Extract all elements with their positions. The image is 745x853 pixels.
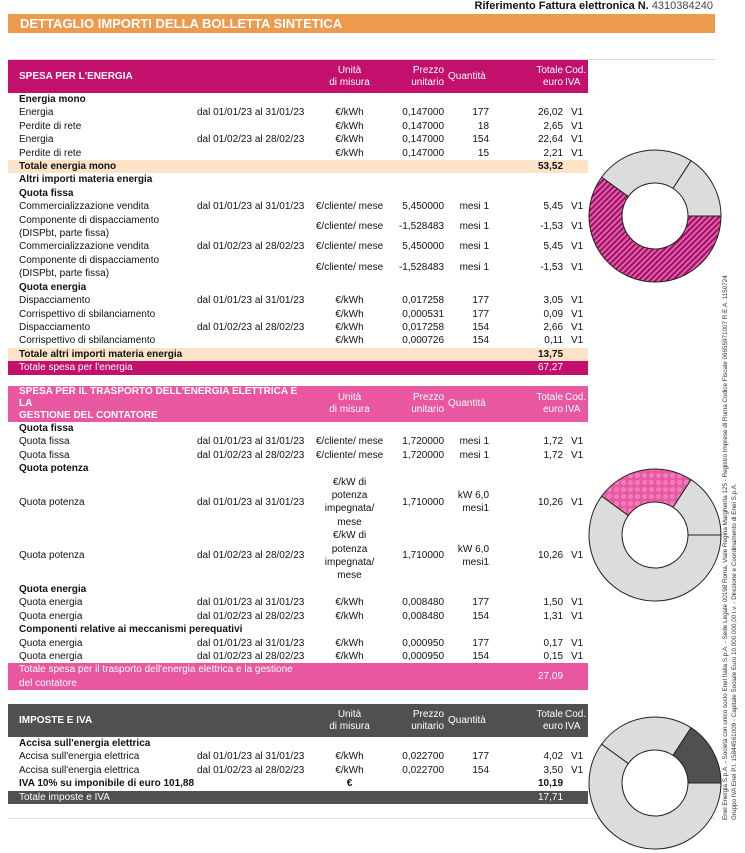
row-price: 0,147000 bbox=[402, 120, 445, 132]
column-header-unit: Unità di misura bbox=[329, 392, 370, 415]
row-description: Corrispettivo di sbilanciamento bbox=[19, 308, 156, 320]
row-price: 0,000950 bbox=[402, 650, 445, 662]
row-quantity: 15 bbox=[477, 147, 490, 159]
total-row bbox=[8, 791, 588, 804]
row-unit: €/kW di potenza impegnata/ mese bbox=[324, 476, 375, 528]
group-heading: Accisa sull'energia elettrica bbox=[19, 738, 151, 749]
row-price: 0,022700 bbox=[402, 751, 445, 763]
row-total: 2,65 bbox=[543, 120, 564, 132]
column-header-iva: Cod. IVA bbox=[565, 64, 587, 88]
total-label: Totale imposte e IVA bbox=[8, 791, 501, 804]
row-period: dal 01/02/23 al 28/02/23 bbox=[197, 241, 305, 253]
row-total: 3,50 bbox=[543, 764, 564, 776]
total-value: 53,52 bbox=[501, 160, 565, 173]
row-quantity: 177 bbox=[472, 107, 490, 119]
table-row bbox=[8, 147, 588, 160]
row-description: Dispacciamento bbox=[19, 295, 91, 307]
column-header-unit: Unità di misura bbox=[329, 64, 370, 88]
row-iva: V1 bbox=[571, 134, 584, 146]
table-row bbox=[8, 106, 588, 119]
donut-chart-transport bbox=[585, 465, 725, 605]
total-value: 13,75 bbox=[501, 348, 565, 361]
row-price: -1,528483 bbox=[398, 261, 445, 273]
invoice-reference bbox=[475, 0, 713, 13]
table-row bbox=[8, 764, 588, 777]
column-header-price: Prezzo unitario bbox=[411, 392, 445, 415]
row-unit: €/kWh bbox=[335, 321, 364, 333]
row-quantity: 154 bbox=[472, 610, 490, 622]
row-description: Quota energia bbox=[19, 610, 83, 622]
row-iva: V1 bbox=[571, 436, 584, 448]
row-price: -1,528483 bbox=[398, 221, 445, 233]
row-description: Quota fissa bbox=[19, 436, 70, 448]
row-total: 1,50 bbox=[543, 597, 564, 609]
column-header-price: Prezzo unitario bbox=[411, 64, 445, 88]
table-row bbox=[8, 214, 588, 241]
row-iva bbox=[565, 361, 588, 374]
row-iva: V1 bbox=[571, 221, 584, 233]
row-unit: €/kWh bbox=[335, 295, 364, 307]
row-quantity: kW 6,0 mesi1 bbox=[457, 490, 490, 515]
row-unit: €/kW di potenza impegnata/ mese bbox=[324, 530, 375, 582]
row-price: 0,147000 bbox=[402, 107, 445, 119]
row-iva: V1 bbox=[571, 449, 584, 461]
total-value: 27,09 bbox=[501, 663, 565, 690]
group-heading: Energia mono bbox=[19, 94, 86, 105]
row-description: Quota energia bbox=[19, 637, 83, 649]
page-title: DETTAGLIO IMPORTI DELLA BOLLETTA SINTETICA bbox=[8, 14, 715, 33]
row-total: 5,45 bbox=[543, 241, 564, 253]
total-label: Totale spesa per l'energia bbox=[8, 361, 501, 374]
section-title: IMPOSTE E IVA bbox=[19, 714, 93, 726]
row-period bbox=[195, 334, 313, 347]
row-period: dal 01/01/23 al 31/01/23 bbox=[197, 597, 305, 609]
row-description: Componente di dispacciamento (DISPbt, parte fissa) bbox=[19, 254, 160, 280]
row-period: dal 01/01/23 al 31/01/23 bbox=[197, 496, 305, 508]
row-price: 1,720000 bbox=[402, 449, 445, 461]
table-row bbox=[8, 610, 588, 623]
row-iva: V1 bbox=[571, 764, 584, 776]
row-period bbox=[195, 308, 313, 321]
total-value: 67,27 bbox=[501, 361, 565, 374]
column-header-unit: Unità di misura bbox=[329, 708, 370, 732]
row-period: dal 01/01/23 al 31/01/23 bbox=[197, 637, 305, 649]
section-title: SPESA PER L'ENERGIA bbox=[19, 70, 133, 82]
invoice-reference-label: Riferimento Fattura elettronica N. bbox=[474, 0, 649, 12]
row-iva bbox=[565, 663, 588, 690]
row-total: 1,31 bbox=[543, 610, 564, 622]
row-description: Energia bbox=[19, 107, 54, 119]
row-period: dal 01/01/23 al 31/01/23 bbox=[197, 107, 305, 119]
group-row bbox=[8, 93, 588, 106]
row-iva bbox=[565, 348, 588, 361]
row-iva: V1 bbox=[571, 201, 584, 213]
row-period: dal 01/02/23 al 28/02/23 bbox=[197, 321, 305, 333]
row-period: dal 01/02/23 al 28/02/23 bbox=[197, 449, 305, 461]
row-total: 0,11 bbox=[544, 335, 564, 347]
row-iva: V1 bbox=[571, 120, 584, 132]
total-value bbox=[501, 281, 565, 294]
row-price: 0,000950 bbox=[402, 637, 445, 649]
row-iva: V1 bbox=[571, 597, 584, 609]
row-description: Energia bbox=[19, 134, 54, 146]
group-heading: Quota fissa bbox=[19, 187, 74, 199]
table-row bbox=[8, 321, 588, 334]
row-period: dal 01/02/23 al 28/02/23 bbox=[197, 764, 305, 776]
total-label: Totale energia mono bbox=[8, 160, 501, 173]
row-iva: V1 bbox=[571, 637, 584, 649]
row-iva: V1 bbox=[571, 107, 584, 119]
row-unit: €/cliente/ mese bbox=[315, 201, 384, 213]
row-price: 0,000531 bbox=[402, 308, 445, 320]
row-unit: €/kWh bbox=[335, 637, 364, 649]
column-header-qty: Quantità bbox=[448, 398, 486, 409]
detail-table bbox=[8, 386, 588, 690]
table-row bbox=[8, 120, 588, 133]
row-total: 0,09 bbox=[543, 308, 564, 320]
group-row bbox=[8, 737, 588, 750]
row-total: 10,26 bbox=[537, 550, 564, 562]
row-description: Commercializzazione vendita bbox=[19, 241, 150, 253]
row-iva: V1 bbox=[571, 335, 584, 347]
row-unit: €/cliente/ mese bbox=[315, 436, 384, 448]
table-row bbox=[8, 294, 588, 307]
row-iva: V1 bbox=[571, 610, 584, 622]
row-total: 4,02 bbox=[543, 751, 564, 763]
column-header-total: Totale euro bbox=[536, 392, 564, 415]
table-row bbox=[8, 529, 588, 583]
row-price: 5,450000 bbox=[402, 201, 445, 213]
row-period: dal 01/02/23 al 28/02/23 bbox=[197, 550, 305, 562]
row-quantity: mesi 1 bbox=[459, 221, 490, 233]
row-quantity: mesi 1 bbox=[459, 241, 490, 253]
row-iva: V1 bbox=[571, 496, 584, 508]
group-heading: Quota potenza bbox=[19, 463, 89, 475]
column-header-total: Totale euro bbox=[536, 708, 564, 732]
column-header-iva: Cod. IVA bbox=[565, 392, 587, 415]
column-header-price: Prezzo unitario bbox=[411, 708, 445, 732]
row-total: 26,02 bbox=[537, 107, 564, 119]
row-total: 0,17 bbox=[543, 637, 564, 649]
donut-chart-taxes bbox=[585, 713, 725, 853]
total-row bbox=[8, 361, 588, 374]
invoice-reference-number: 4310384240 bbox=[651, 0, 713, 12]
total-value bbox=[501, 737, 565, 750]
row-iva: V1 bbox=[571, 751, 584, 763]
row-period: dal 01/01/23 al 31/01/23 bbox=[197, 751, 305, 763]
row-quantity: 154 bbox=[472, 321, 490, 333]
row-description: Perdite di rete bbox=[19, 147, 82, 159]
row-quantity: mesi 1 bbox=[459, 449, 490, 461]
row-total: 2,21 bbox=[543, 147, 564, 159]
row-iva: V1 bbox=[571, 241, 584, 253]
group-heading: Componenti relative ai meccanismi perequativi bbox=[19, 624, 243, 636]
row-iva: V1 bbox=[571, 147, 584, 159]
row-quantity: 154 bbox=[472, 134, 490, 146]
total-value bbox=[501, 422, 565, 435]
row-price: 0,008480 bbox=[402, 597, 445, 609]
row-unit: €/kWh bbox=[335, 120, 364, 132]
row-quantity: 177 bbox=[472, 308, 490, 320]
total-value bbox=[501, 93, 565, 106]
row-price: 1,720000 bbox=[402, 436, 445, 448]
group-row bbox=[8, 777, 588, 790]
row-description: Quota fissa bbox=[19, 449, 70, 461]
subtotal-row bbox=[8, 348, 588, 361]
table-row bbox=[8, 637, 588, 650]
row-unit: €/kWh bbox=[335, 597, 364, 609]
row-total: -1,53 bbox=[540, 261, 564, 273]
group-heading: Altri importi materia energia bbox=[19, 174, 153, 186]
table-row bbox=[8, 133, 588, 146]
row-total: 0,15 bbox=[543, 650, 564, 662]
detail-table bbox=[8, 704, 588, 804]
group-row bbox=[8, 462, 588, 475]
subtotal-row bbox=[8, 160, 588, 173]
row-price: 5,450000 bbox=[402, 241, 445, 253]
row-quantity: 18 bbox=[477, 120, 490, 132]
row-price: 0,022700 bbox=[402, 764, 445, 776]
row-period: dal 01/02/23 al 28/02/23 bbox=[197, 134, 305, 146]
row-description: Commercializzazione vendita bbox=[19, 201, 150, 213]
row-unit: €/kWh bbox=[335, 107, 364, 119]
row-iva: V1 bbox=[571, 650, 584, 662]
row-iva bbox=[565, 93, 588, 106]
row-period bbox=[195, 120, 313, 133]
row-iva: V1 bbox=[571, 308, 584, 320]
group-row bbox=[8, 422, 588, 435]
row-period: dal 01/01/23 al 31/01/23 bbox=[197, 436, 305, 448]
row-period: dal 01/01/23 al 31/01/23 bbox=[197, 201, 305, 213]
row-description: IVA 10% su imponibile di euro 101,88 bbox=[19, 778, 195, 790]
row-description: Accisa sull'energia elettrica bbox=[19, 751, 140, 763]
row-total: 5,45 bbox=[543, 201, 564, 213]
table-row bbox=[8, 476, 588, 530]
row-iva bbox=[565, 623, 588, 636]
row-quantity: mesi 1 bbox=[459, 261, 490, 273]
section-transport bbox=[8, 386, 588, 690]
row-unit: €/kWh bbox=[335, 134, 364, 146]
row-description: Quota energia bbox=[19, 597, 83, 609]
row-quantity: mesi 1 bbox=[459, 436, 490, 448]
table-row bbox=[8, 750, 588, 763]
donut-chart-energy bbox=[585, 146, 725, 286]
table-row bbox=[8, 254, 588, 281]
total-value bbox=[501, 462, 565, 475]
row-total: 3,05 bbox=[543, 295, 564, 307]
column-header-iva: Cod. IVA bbox=[565, 708, 587, 732]
total-value bbox=[501, 187, 565, 200]
row-period: dal 01/01/23 al 31/01/23 bbox=[197, 295, 305, 307]
table-row bbox=[8, 650, 588, 663]
row-description: Corrispettivo di sbilanciamento bbox=[19, 335, 156, 347]
row-iva: V1 bbox=[571, 295, 584, 307]
table-row bbox=[8, 308, 588, 321]
company-legal-text: Enel Energia S.p.A. - Società con unico socio Enel Italia S.p.A. - Sede Legale 00198 Roma, Viale Regina Margherita 125 - Registro Imprese di Roma Codice Fiscale 06655971007 R.E.A. 1150724 Gruppo IVA Enel P.I. 15844561009 - Capitale Sociale Euro 10.000.000,00 i.v. - Direzione e Coordinamento di Enel S.p.A. bbox=[722, 275, 738, 820]
row-quantity: 154 bbox=[472, 650, 490, 662]
row-unit: €/kWh bbox=[335, 308, 364, 320]
detail-table bbox=[8, 60, 588, 375]
total-value bbox=[501, 623, 565, 636]
row-total: 10,19 bbox=[537, 778, 564, 790]
row-price: 1,710000 bbox=[402, 550, 445, 562]
row-description: Perdite di rete bbox=[19, 120, 82, 132]
row-price bbox=[386, 777, 446, 790]
group-heading: Quota energia bbox=[19, 583, 87, 595]
row-quantity: mesi 1 bbox=[459, 201, 490, 213]
total-label: Totale spesa per il trasporto dell'energia elettrica e la gestione del contatore bbox=[8, 663, 501, 690]
table-row bbox=[8, 334, 588, 347]
table-row bbox=[8, 200, 588, 213]
row-iva: V1 bbox=[571, 321, 584, 333]
total-label: Totale altri importi materia energia bbox=[8, 348, 501, 361]
row-quantity: kW 6,0 mesi1 bbox=[457, 543, 490, 569]
row-period bbox=[195, 214, 313, 241]
row-unit: €/cliente/ mese bbox=[315, 449, 384, 461]
row-period: dal 01/02/23 al 28/02/23 bbox=[197, 610, 305, 622]
row-unit: €/kWh bbox=[335, 147, 364, 159]
row-iva: V1 bbox=[571, 261, 584, 273]
section-energy bbox=[8, 60, 588, 375]
row-quantity bbox=[446, 777, 501, 790]
row-total: 1,72 bbox=[543, 449, 564, 461]
row-iva bbox=[565, 422, 588, 435]
table-row bbox=[8, 596, 588, 609]
group-heading: Quota energia bbox=[19, 281, 87, 293]
row-unit: €/kWh bbox=[335, 751, 364, 763]
row-unit: €/kWh bbox=[335, 764, 364, 776]
row-period: dal 01/02/23 al 28/02/23 bbox=[197, 650, 305, 662]
group-heading: Quota fissa bbox=[19, 423, 74, 434]
row-total: -1,53 bbox=[540, 221, 564, 233]
row-total: 10,26 bbox=[537, 496, 564, 508]
group-row bbox=[8, 583, 588, 596]
total-value: 17,71 bbox=[501, 791, 565, 804]
row-unit: €/kWh bbox=[335, 650, 364, 662]
row-iva: V1 bbox=[571, 550, 584, 562]
row-description: Accisa sull'energia elettrica bbox=[19, 764, 140, 776]
row-unit: €/cliente/ mese bbox=[315, 221, 384, 233]
row-price: 0,000726 bbox=[402, 335, 445, 347]
row-description: Componente di dispacciamento (DISPbt, parte fissa) bbox=[19, 214, 160, 240]
row-quantity: 154 bbox=[472, 764, 490, 776]
total-value bbox=[501, 583, 565, 596]
row-quantity: 154 bbox=[472, 335, 490, 347]
row-quantity: 177 bbox=[472, 597, 490, 609]
row-unit: €/cliente/ mese bbox=[315, 241, 384, 253]
row-description: Quota potenza bbox=[19, 550, 85, 562]
row-total: 22,64 bbox=[537, 134, 564, 146]
section-title: SPESA PER IL TRASPORTO DELL'ENERGIA ELETTRICA E LA GESTIONE DEL CONTATORE bbox=[19, 386, 298, 421]
row-description: Quota potenza bbox=[19, 496, 85, 508]
row-price: 0,147000 bbox=[402, 147, 445, 159]
row-quantity: 177 bbox=[472, 751, 490, 763]
column-header-total: Totale euro bbox=[536, 64, 564, 88]
total-row bbox=[8, 663, 588, 690]
group-row bbox=[8, 173, 588, 186]
section-taxes bbox=[8, 704, 588, 804]
row-price: 1,710000 bbox=[402, 496, 445, 508]
row-quantity: 177 bbox=[472, 637, 490, 649]
table-row bbox=[8, 435, 588, 448]
row-description: Dispacciamento bbox=[19, 321, 91, 333]
row-unit: €/kWh bbox=[335, 335, 364, 347]
row-period bbox=[195, 254, 313, 281]
column-header-qty: Quantità bbox=[448, 714, 486, 726]
total-value bbox=[501, 173, 565, 186]
row-price: 0,017258 bbox=[402, 321, 445, 333]
group-row bbox=[8, 623, 588, 636]
row-total: 1,72 bbox=[543, 436, 564, 448]
row-price: 0,017258 bbox=[402, 295, 445, 307]
row-unit: € bbox=[346, 778, 353, 790]
group-row bbox=[8, 187, 588, 200]
row-total: 2,66 bbox=[543, 321, 564, 333]
table-row bbox=[8, 240, 588, 253]
group-row bbox=[8, 281, 588, 294]
column-header-qty: Quantità bbox=[448, 70, 486, 82]
table-row bbox=[8, 449, 588, 462]
row-price: 0,147000 bbox=[402, 134, 445, 146]
row-unit: €/kWh bbox=[335, 610, 364, 622]
row-description: Quota energia bbox=[19, 650, 83, 662]
row-period bbox=[195, 147, 313, 160]
row-quantity: 177 bbox=[472, 295, 490, 307]
row-unit: €/cliente/ mese bbox=[315, 261, 384, 273]
row-price: 0,008480 bbox=[402, 610, 445, 622]
